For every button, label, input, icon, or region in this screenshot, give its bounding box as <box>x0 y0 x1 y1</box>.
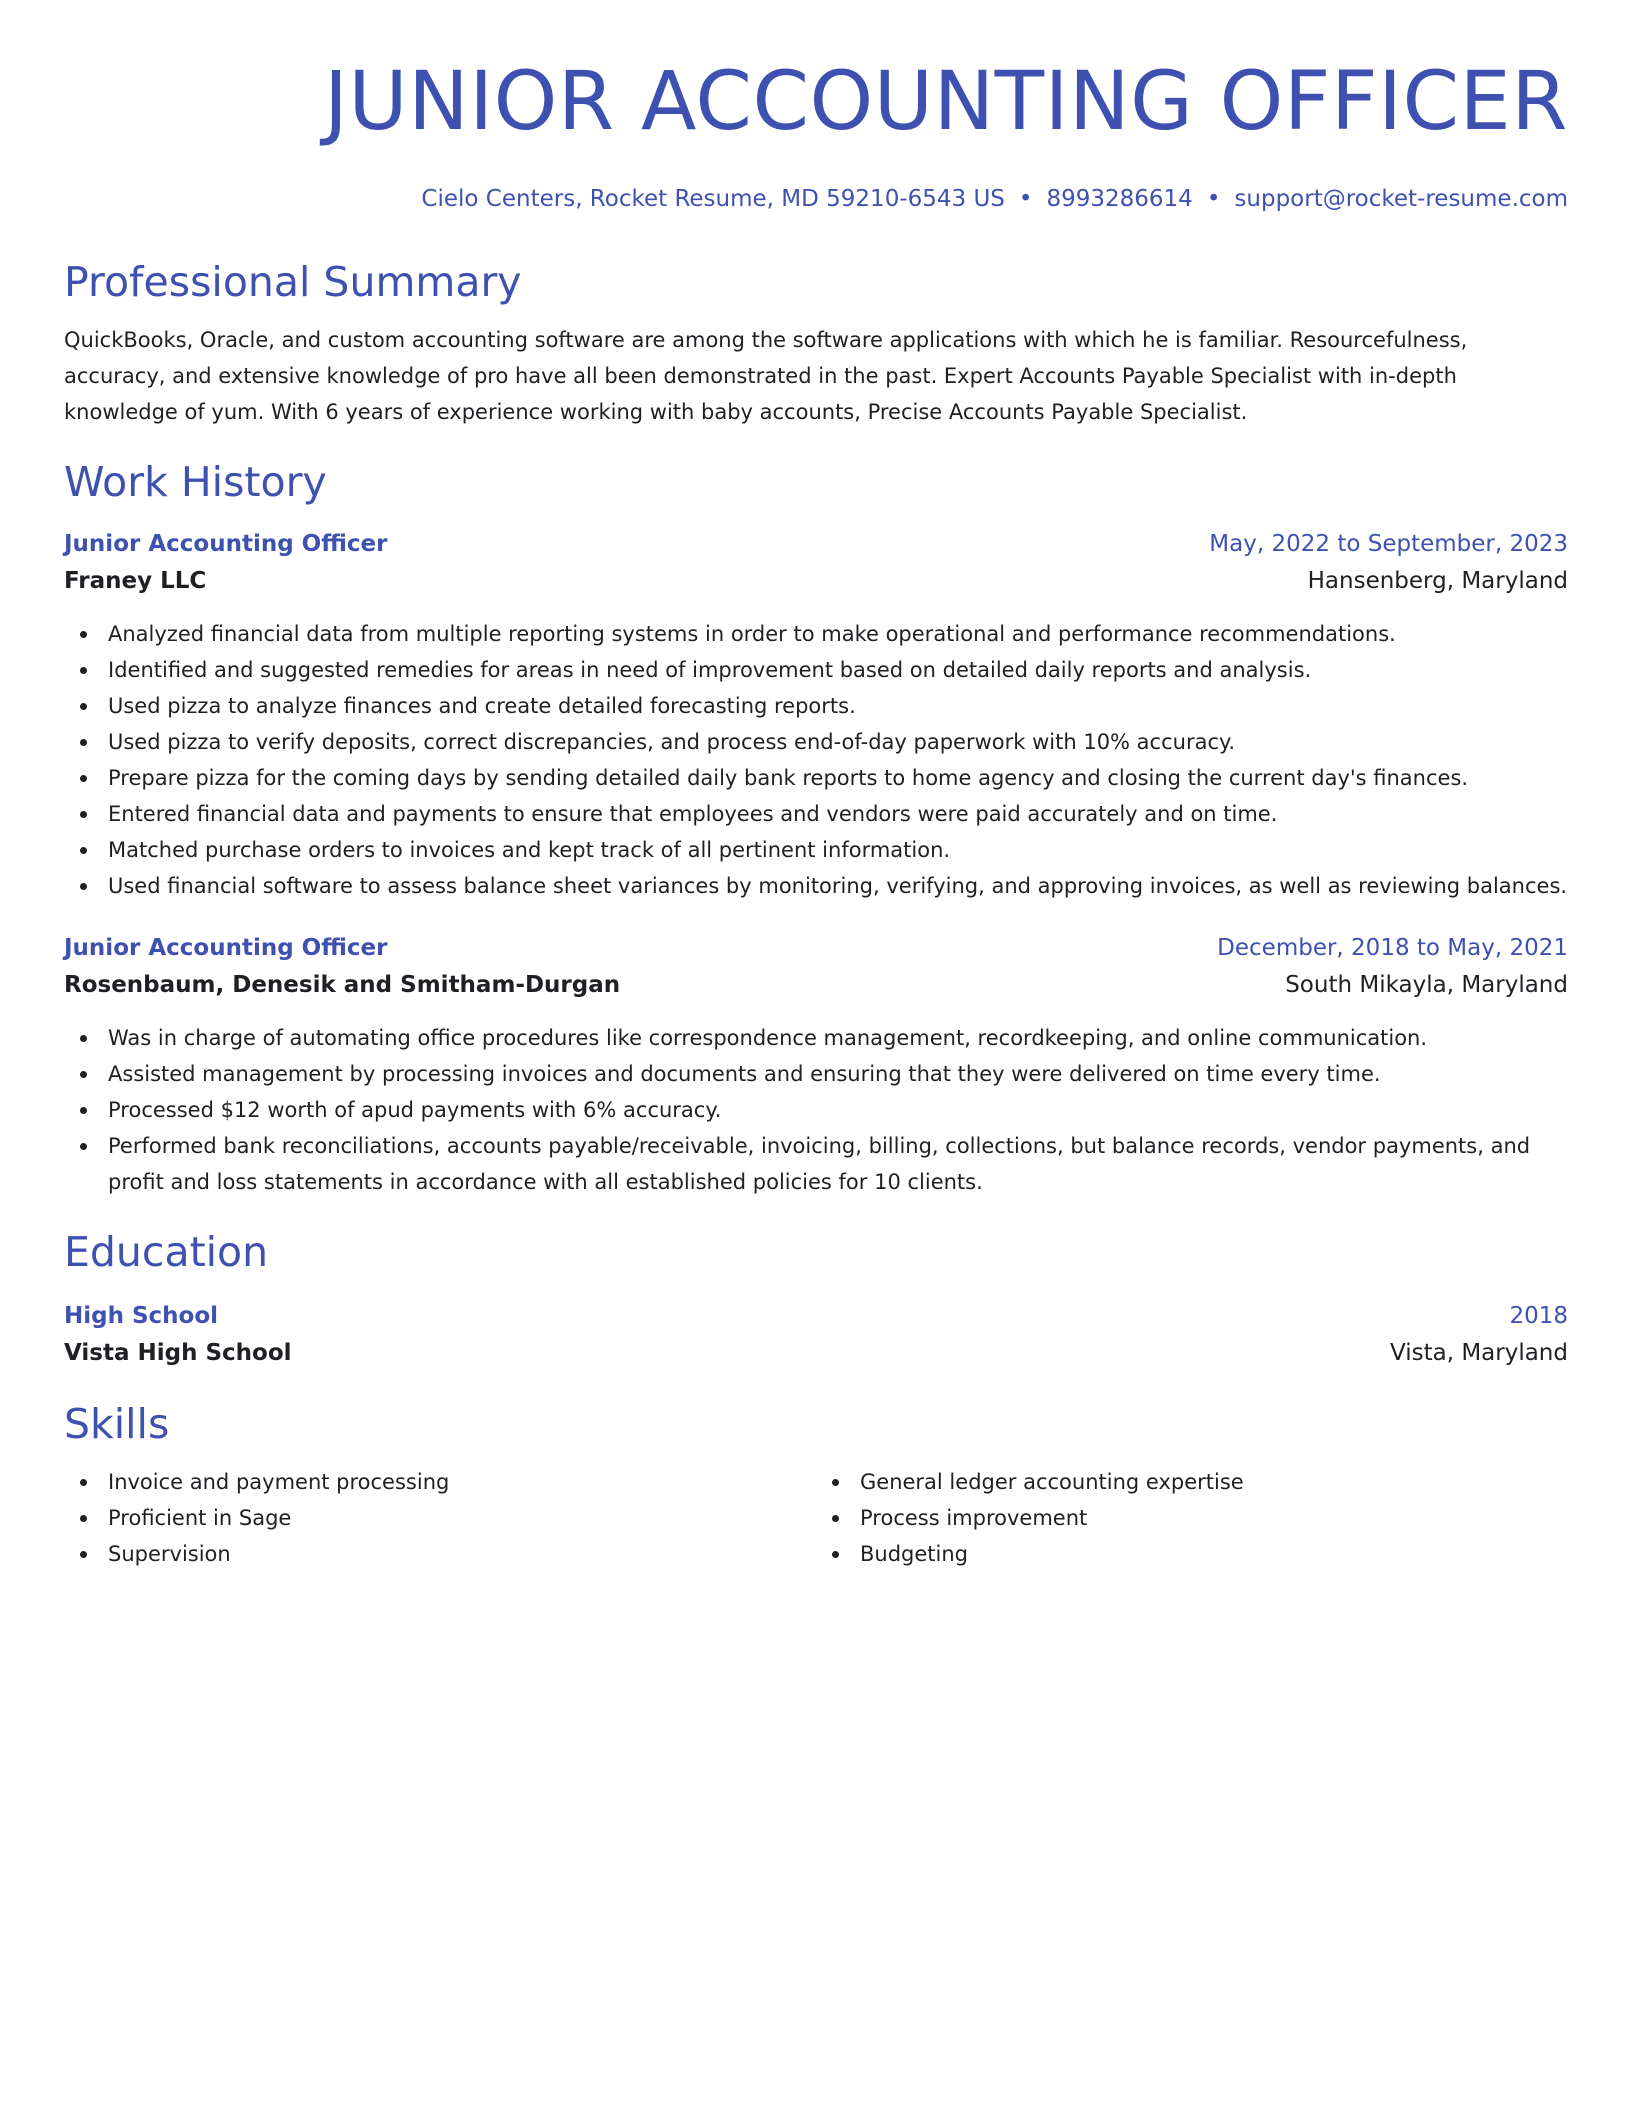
section-title: Professional Summary <box>64 258 522 306</box>
list-item: Used pizza to analyze finances and create detailed forecasting reports. <box>64 688 1568 724</box>
skills-list-right <box>816 1464 1568 1572</box>
school-location: Vista, Maryland <box>1389 1340 1568 1366</box>
graduation-year: 2018 <box>1509 1303 1568 1329</box>
summary-text: QuickBooks, Oracle, and custom accounting software are among the software applications with which he is familiar. Resourcefulness, accuracy, and extensive knowledge of pro have all been demonstrated in the past. Expert Accounts Payable Specialist with in-depth knowledge of yum. With 6 years of experience working with baby accounts, Precise Accounts Payable Specialist. <box>64 328 1468 424</box>
list-item: Was in charge of automating office procedures like correspondence management, recordkeeping, and online communication. <box>64 1020 1568 1056</box>
job-title-heading: JUNIOR ACCOUNTING OFFICER <box>324 55 1568 149</box>
skill-item: Proficient in Sage <box>64 1500 816 1536</box>
list-item: Prepare pizza for the coming days by sending detailed daily bank reports to home agency and closing the current day's finances. <box>64 760 1568 796</box>
section-title: Skills <box>64 1400 170 1448</box>
job-entry <box>64 930 1568 1200</box>
phone-text: 8993286614 <box>1046 186 1193 212</box>
job-entry <box>64 526 1568 904</box>
skill-item: Supervision <box>64 1536 816 1572</box>
resume-header <box>64 0 1568 212</box>
skill-item: General ledger accounting expertise <box>816 1464 1568 1500</box>
email-link[interactable]: support@rocket-resume.com <box>1234 186 1568 212</box>
professional-summary-section <box>64 256 1568 430</box>
skills-columns <box>64 1464 1568 1572</box>
list-item: Used pizza to verify deposits, correct discrepancies, and process end-of-day paperwork with 10% accuracy. <box>64 724 1568 760</box>
list-item: Entered financial data and payments to ensure that employees and vendors were paid accurately and on time. <box>64 796 1568 832</box>
job-position: Junior Accounting Officer <box>64 531 388 557</box>
job-bullets <box>64 616 1568 904</box>
address-text: Cielo Centers, Rocket Resume, MD 59210-6543 US <box>421 186 1005 212</box>
list-item: Analyzed financial data from multiple reporting systems in order to make operational and performance recommendations. <box>64 616 1568 652</box>
company-name: Franey LLC <box>64 568 207 594</box>
skill-item: Invoice and payment processing <box>64 1464 816 1500</box>
list-item: Processed $12 worth of apud payments with 6% accuracy. <box>64 1092 1568 1128</box>
job-bullets <box>64 1020 1568 1200</box>
job-position: Junior Accounting Officer <box>64 935 388 961</box>
company-name: Rosenbaum, Denesik and Smitham-Durgan <box>64 972 621 998</box>
work-history-section <box>64 456 1568 1200</box>
degree: High School <box>64 1303 219 1329</box>
separator-dot: • <box>1206 186 1221 212</box>
job-location: South Mikayla, Maryland <box>1285 972 1568 998</box>
contact-line <box>64 186 1568 212</box>
skill-item: Process improvement <box>816 1500 1568 1536</box>
list-item: Matched purchase orders to invoices and kept track of all pertinent information. <box>64 832 1568 868</box>
list-item: Assisted management by processing invoices and documents and ensuring that they were delivered on time every time. <box>64 1056 1568 1092</box>
list-item: Performed bank reconciliations, accounts payable/receivable, invoicing, billing, collections, but balance records, vendor payments, and profit and loss statements in accordance with all established policies for 10 clients. <box>64 1128 1568 1200</box>
job-dates: May, 2022 to September, 2023 <box>1209 531 1568 557</box>
skills-list-left <box>64 1464 816 1572</box>
skill-item: Budgeting <box>816 1536 1568 1572</box>
school-name: Vista High School <box>64 1340 292 1366</box>
list-item: Identified and suggested remedies for areas in need of improvement based on detailed daily reports and analysis. <box>64 652 1568 688</box>
job-dates: December, 2018 to May, 2021 <box>1217 935 1568 961</box>
skills-section <box>64 1398 1568 1572</box>
separator-dot: • <box>1018 186 1033 212</box>
section-title: Education <box>64 1228 269 1276</box>
education-section <box>64 1226 1568 1372</box>
job-location: Hansenberg, Maryland <box>1307 568 1568 594</box>
list-item: Used financial software to assess balance sheet variances by monitoring, verifying, and approving invoices, as well as reviewing balances. <box>64 868 1568 904</box>
section-title: Work History <box>64 458 327 506</box>
education-entry <box>64 1298 1568 1372</box>
